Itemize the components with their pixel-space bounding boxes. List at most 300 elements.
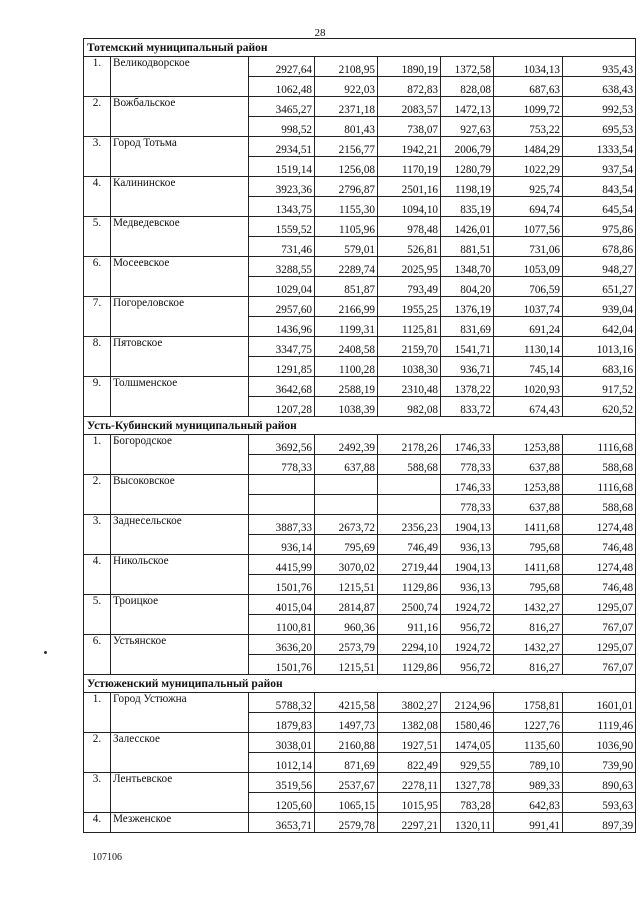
value-cell: 939,04 [563, 297, 636, 317]
value-cell: 3923,36 [249, 177, 315, 197]
table-row [84, 137, 636, 157]
value-cell: 1746,33 [441, 435, 494, 455]
settlement-name: Толшменское [111, 377, 249, 397]
value-cell: 978,48 [378, 217, 441, 237]
value-cell: 651,27 [563, 277, 636, 297]
value-cell: 678,86 [563, 237, 636, 257]
value-cell: 2957,60 [249, 297, 315, 317]
row-index [84, 117, 111, 137]
value-cell: 936,13 [441, 535, 494, 555]
row-index: 2. [84, 733, 111, 753]
row-index [84, 397, 111, 417]
value-cell: 1343,75 [249, 197, 315, 217]
value-cell: 1105,96 [315, 217, 378, 237]
value-cell: 2297,21 [378, 813, 441, 833]
value-cell: 2537,67 [315, 773, 378, 793]
value-cell: 816,27 [494, 615, 563, 635]
value-cell: 1497,73 [315, 713, 378, 733]
value-cell: 789,10 [494, 753, 563, 773]
settlement-name: Заднесельское [111, 515, 249, 535]
value-cell: 925,74 [494, 177, 563, 197]
value-cell: 1215,51 [315, 575, 378, 595]
value-cell: 2160,88 [315, 733, 378, 753]
value-cell: 1119,46 [563, 713, 636, 733]
value-cell: 731,46 [249, 237, 315, 257]
row-index [84, 615, 111, 635]
table-row [84, 397, 636, 417]
row-index [84, 157, 111, 177]
row-index [84, 197, 111, 217]
value-cell: 767,07 [563, 615, 636, 635]
value-cell: 783,28 [441, 793, 494, 813]
table-row [84, 515, 636, 535]
value-cell: 1879,83 [249, 713, 315, 733]
table-row [84, 693, 636, 713]
value-cell: 2927,64 [249, 57, 315, 77]
value-cell: 1129,86 [378, 575, 441, 595]
value-cell: 3802,27 [378, 693, 441, 713]
settlement-name: Устьянское [111, 635, 249, 655]
value-cell: 1426,01 [441, 217, 494, 237]
table-row [84, 157, 636, 177]
value-cell: 3347,75 [249, 337, 315, 357]
section-title: Тотемский муниципальный район [84, 39, 636, 57]
table-row [84, 277, 636, 297]
table-row [84, 615, 636, 635]
settlement-name: Высоковское [111, 475, 249, 495]
table-row [84, 635, 636, 655]
settlement-name: Залесское [111, 733, 249, 753]
row-index: 8. [84, 337, 111, 357]
value-cell: 1130,14 [494, 337, 563, 357]
value-cell: 1170,19 [378, 157, 441, 177]
value-cell: 1116,68 [563, 435, 636, 455]
table-row [84, 357, 636, 377]
value-cell: 872,83 [378, 77, 441, 97]
value-cell: 1904,13 [441, 555, 494, 575]
value-cell: 975,86 [563, 217, 636, 237]
value-cell: 3519,56 [249, 773, 315, 793]
value-cell: 4215,58 [315, 693, 378, 713]
row-index: 1. [84, 435, 111, 455]
value-cell: 2294,10 [378, 635, 441, 655]
value-cell [315, 495, 378, 515]
value-cell: 739,90 [563, 753, 636, 773]
settlement-name [111, 575, 249, 595]
settlement-name: Никольское [111, 555, 249, 575]
value-cell: 804,20 [441, 277, 494, 297]
value-cell: 1559,52 [249, 217, 315, 237]
value-cell: 1746,33 [441, 475, 494, 495]
value-cell: 1256,08 [315, 157, 378, 177]
value-cell: 816,27 [494, 655, 563, 675]
section-header-row [84, 417, 636, 435]
value-cell: 593,63 [563, 793, 636, 813]
value-cell: 917,52 [563, 377, 636, 397]
value-cell: 2310,48 [378, 377, 441, 397]
settlement-name [111, 397, 249, 417]
value-cell: 795,68 [494, 535, 563, 555]
settlement-name: Мосеевское [111, 257, 249, 277]
value-cell: 1022,29 [494, 157, 563, 177]
settlement-name: Великодворское [111, 57, 249, 77]
table-row [84, 595, 636, 615]
value-cell: 795,68 [494, 575, 563, 595]
value-cell: 851,87 [315, 277, 378, 297]
value-cell: 526,81 [378, 237, 441, 257]
value-cell: 1029,04 [249, 277, 315, 297]
value-cell: 1927,51 [378, 733, 441, 753]
value-cell: 2408,58 [315, 337, 378, 357]
value-cell: 2006,79 [441, 137, 494, 157]
value-cell: 1327,78 [441, 773, 494, 793]
settlement-name [111, 753, 249, 773]
value-cell: 831,69 [441, 317, 494, 337]
value-cell: 989,33 [494, 773, 563, 793]
section-header-row [84, 39, 636, 57]
table-row [84, 77, 636, 97]
value-cell: 2796,87 [315, 177, 378, 197]
value-cell: 588,68 [378, 455, 441, 475]
value-cell: 1036,90 [563, 733, 636, 753]
value-cell: 936,71 [441, 357, 494, 377]
value-cell: 694,74 [494, 197, 563, 217]
value-cell: 746,48 [563, 535, 636, 555]
settlement-name [111, 793, 249, 813]
value-cell: 4415,99 [249, 555, 315, 575]
table-row [84, 813, 636, 833]
value-cell: 1100,28 [315, 357, 378, 377]
value-cell: 911,16 [378, 615, 441, 635]
value-cell: 1215,51 [315, 655, 378, 675]
value-cell: 1207,28 [249, 397, 315, 417]
settlement-name: Пятовское [111, 337, 249, 357]
row-index: 4. [84, 813, 111, 833]
value-cell: 3288,55 [249, 257, 315, 277]
value-cell: 1135,60 [494, 733, 563, 753]
row-index: 6. [84, 257, 111, 277]
table-row [84, 297, 636, 317]
row-index: 1. [84, 693, 111, 713]
row-index: 2. [84, 475, 111, 495]
value-cell: 3465,27 [249, 97, 315, 117]
value-cell: 1034,13 [494, 57, 563, 77]
value-cell: 731,06 [494, 237, 563, 257]
value-cell: 642,83 [494, 793, 563, 813]
value-cell: 1012,14 [249, 753, 315, 773]
value-cell: 1758,81 [494, 693, 563, 713]
row-index: 6. [84, 635, 111, 655]
table-row [84, 237, 636, 257]
value-cell: 2083,57 [378, 97, 441, 117]
value-cell: 1227,76 [494, 713, 563, 733]
table-row [84, 435, 636, 455]
table-row [84, 655, 636, 675]
value-cell: 1125,81 [378, 317, 441, 337]
value-cell: 1372,58 [441, 57, 494, 77]
value-cell: 1411,68 [494, 555, 563, 575]
settlement-name [111, 197, 249, 217]
table-row [84, 377, 636, 397]
value-cell: 948,27 [563, 257, 636, 277]
value-cell: 2501,16 [378, 177, 441, 197]
value-cell: 767,07 [563, 655, 636, 675]
value-cell: 1432,27 [494, 595, 563, 615]
value-cell: 828,08 [441, 77, 494, 97]
value-cell: 638,43 [563, 77, 636, 97]
value-cell: 1411,68 [494, 515, 563, 535]
value-cell: 1199,31 [315, 317, 378, 337]
settlement-name [111, 317, 249, 337]
value-cell: 2356,23 [378, 515, 441, 535]
value-cell: 588,68 [563, 495, 636, 515]
value-cell: 620,52 [563, 397, 636, 417]
section-header-row [84, 675, 636, 693]
settlement-name: Медведевское [111, 217, 249, 237]
value-cell: 2178,26 [378, 435, 441, 455]
value-cell: 960,36 [315, 615, 378, 635]
value-cell: 1295,07 [563, 635, 636, 655]
value-cell: 3636,20 [249, 635, 315, 655]
value-cell: 778,33 [441, 455, 494, 475]
settlement-name [111, 237, 249, 257]
value-cell: 1378,22 [441, 377, 494, 397]
value-cell: 1580,46 [441, 713, 494, 733]
value-cell: 992,53 [563, 97, 636, 117]
value-cell: 637,88 [494, 455, 563, 475]
value-cell: 1484,29 [494, 137, 563, 157]
data-table [83, 38, 636, 833]
value-cell: 2492,39 [315, 435, 378, 455]
value-cell: 998,52 [249, 117, 315, 137]
row-index [84, 317, 111, 337]
page-number: 28 [314, 27, 326, 39]
row-index [84, 535, 111, 555]
value-cell: 1924,72 [441, 595, 494, 615]
value-cell: 1432,27 [494, 635, 563, 655]
row-index: 3. [84, 515, 111, 535]
value-cell: 1274,48 [563, 555, 636, 575]
value-cell: 793,49 [378, 277, 441, 297]
settlement-name: Город Тотьма [111, 137, 249, 157]
table-row [84, 733, 636, 753]
value-cell: 2124,96 [441, 693, 494, 713]
table-row [84, 753, 636, 773]
value-cell [249, 495, 315, 515]
value-cell: 1474,05 [441, 733, 494, 753]
value-cell: 4015,04 [249, 595, 315, 615]
value-cell: 746,49 [378, 535, 441, 555]
value-cell: 1065,15 [315, 793, 378, 813]
value-cell: 956,72 [441, 655, 494, 675]
value-cell: 1436,96 [249, 317, 315, 337]
value-cell: 929,55 [441, 753, 494, 773]
table-row [84, 177, 636, 197]
value-cell: 1376,19 [441, 297, 494, 317]
row-index [84, 455, 111, 475]
value-cell: 3642,68 [249, 377, 315, 397]
row-index [84, 77, 111, 97]
value-cell: 1955,25 [378, 297, 441, 317]
table-row [84, 197, 636, 217]
settlement-name [111, 117, 249, 137]
value-cell: 1924,72 [441, 635, 494, 655]
table-row [84, 713, 636, 733]
value-cell: 706,59 [494, 277, 563, 297]
value-cell: 897,39 [563, 813, 636, 833]
value-cell: 956,72 [441, 615, 494, 635]
settlement-name: Мезженское [111, 813, 249, 833]
row-index: 5. [84, 217, 111, 237]
value-cell: 833,72 [441, 397, 494, 417]
settlement-name [111, 157, 249, 177]
value-cell: 991,41 [494, 813, 563, 833]
value-cell: 1541,71 [441, 337, 494, 357]
value-cell: 1198,19 [441, 177, 494, 197]
table-row [84, 773, 636, 793]
value-cell: 881,51 [441, 237, 494, 257]
row-index [84, 793, 111, 813]
value-cell: 835,19 [441, 197, 494, 217]
value-cell: 3038,01 [249, 733, 315, 753]
settlement-name [111, 615, 249, 635]
value-cell: 1519,14 [249, 157, 315, 177]
value-cell: 738,07 [378, 117, 441, 137]
value-cell: 1601,01 [563, 693, 636, 713]
table-row [84, 317, 636, 337]
value-cell: 936,13 [441, 575, 494, 595]
value-cell: 637,88 [494, 495, 563, 515]
value-cell: 695,53 [563, 117, 636, 137]
value-cell: 1094,10 [378, 197, 441, 217]
value-cell: 1942,21 [378, 137, 441, 157]
settlement-name: Троицкое [111, 595, 249, 615]
value-cell: 3692,56 [249, 435, 315, 455]
value-cell: 2573,79 [315, 635, 378, 655]
settlement-name [111, 277, 249, 297]
settlement-name [111, 357, 249, 377]
value-cell: 927,63 [441, 117, 494, 137]
settlement-name [111, 455, 249, 475]
table-row [84, 475, 636, 495]
document-code: 107106 [92, 852, 122, 863]
settlement-name [111, 713, 249, 733]
value-cell: 1333,54 [563, 137, 636, 157]
row-index [84, 575, 111, 595]
value-cell: 1253,88 [494, 475, 563, 495]
value-cell: 801,43 [315, 117, 378, 137]
value-cell: 3653,71 [249, 813, 315, 833]
value-cell: 645,54 [563, 197, 636, 217]
value-cell: 982,08 [378, 397, 441, 417]
value-cell: 1037,74 [494, 297, 563, 317]
value-cell: 579,01 [315, 237, 378, 257]
row-index [84, 237, 111, 257]
value-cell: 1348,70 [441, 257, 494, 277]
value-cell: 1382,08 [378, 713, 441, 733]
value-cell: 822,49 [378, 753, 441, 773]
table-row [84, 495, 636, 515]
table-row [84, 57, 636, 77]
value-cell: 1015,95 [378, 793, 441, 813]
value-cell: 1038,30 [378, 357, 441, 377]
value-cell: 588,68 [563, 455, 636, 475]
settlement-name: Погореловское [111, 297, 249, 317]
table-row [84, 575, 636, 595]
value-cell: 1020,93 [494, 377, 563, 397]
value-cell: 3070,02 [315, 555, 378, 575]
value-cell: 691,24 [494, 317, 563, 337]
table-row [84, 97, 636, 117]
value-cell: 1291,85 [249, 357, 315, 377]
value-cell: 1253,88 [494, 435, 563, 455]
row-index [84, 753, 111, 773]
table-row [84, 117, 636, 137]
table-row [84, 455, 636, 475]
value-cell: 2289,74 [315, 257, 378, 277]
value-cell: 674,43 [494, 397, 563, 417]
value-cell [249, 475, 315, 495]
section-title: Усть-Кубинский муниципальный район [84, 417, 636, 435]
row-index: 5. [84, 595, 111, 615]
row-index [84, 357, 111, 377]
value-cell: 642,04 [563, 317, 636, 337]
value-cell: 1295,07 [563, 595, 636, 615]
value-cell: 1280,79 [441, 157, 494, 177]
value-cell: 2500,74 [378, 595, 441, 615]
value-cell: 2025,95 [378, 257, 441, 277]
value-cell: 871,69 [315, 753, 378, 773]
settlement-name: Богородское [111, 435, 249, 455]
data-table-container [83, 38, 635, 833]
value-cell: 2108,95 [315, 57, 378, 77]
row-index [84, 495, 111, 515]
row-index: 4. [84, 177, 111, 197]
value-cell: 2814,87 [315, 595, 378, 615]
section-title: Устюженский муниципальный район [84, 675, 636, 693]
value-cell: 795,69 [315, 535, 378, 555]
table-row [84, 257, 636, 277]
value-cell: 1320,11 [441, 813, 494, 833]
value-cell: 1038,39 [315, 397, 378, 417]
value-cell [378, 495, 441, 515]
value-cell: 683,16 [563, 357, 636, 377]
value-cell: 2156,77 [315, 137, 378, 157]
value-cell: 1116,68 [563, 475, 636, 495]
value-cell: 5788,32 [249, 693, 315, 713]
value-cell: 1155,30 [315, 197, 378, 217]
value-cell: 1274,48 [563, 515, 636, 535]
value-cell: 1501,76 [249, 575, 315, 595]
row-index [84, 277, 111, 297]
value-cell: 2371,18 [315, 97, 378, 117]
value-cell: 1099,72 [494, 97, 563, 117]
value-cell: 2673,72 [315, 515, 378, 535]
value-cell: 2159,70 [378, 337, 441, 357]
value-cell: 2719,44 [378, 555, 441, 575]
value-cell: 746,48 [563, 575, 636, 595]
value-cell: 936,14 [249, 535, 315, 555]
value-cell: 2166,99 [315, 297, 378, 317]
table-row [84, 555, 636, 575]
value-cell: 3887,33 [249, 515, 315, 535]
value-cell: 637,88 [315, 455, 378, 475]
value-cell: 2278,11 [378, 773, 441, 793]
value-cell: 922,03 [315, 77, 378, 97]
value-cell: 1501,76 [249, 655, 315, 675]
value-cell: 2579,78 [315, 813, 378, 833]
value-cell: 1100,81 [249, 615, 315, 635]
